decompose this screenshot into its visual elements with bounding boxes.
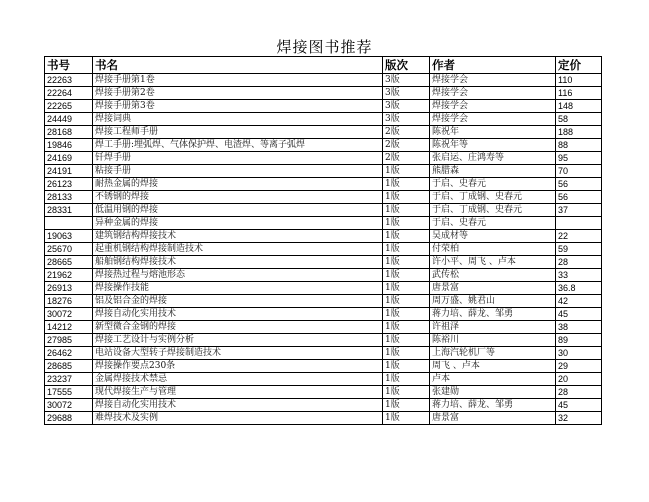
page-title: 焊接图书推荐 xyxy=(276,38,373,56)
book-title-cell: 焊接手册第1卷 xyxy=(93,74,383,87)
edition-cell: 1版 xyxy=(383,269,430,282)
price-cell: 37 xyxy=(556,204,602,217)
price-cell: 28 xyxy=(556,256,602,269)
author-cell: 蒋力培、薛龙、邹勇 xyxy=(430,399,556,412)
book-number-cell: 21962 xyxy=(45,269,93,282)
book-number-cell: 26462 xyxy=(45,347,93,360)
edition-cell: 1版 xyxy=(383,308,430,321)
table-row xyxy=(45,217,602,230)
book-title-cell: 焊接手册第2卷 xyxy=(93,87,383,100)
author-cell: 武传松 xyxy=(430,269,556,282)
edition-cell: 1版 xyxy=(383,295,430,308)
edition-cell: 3版 xyxy=(383,113,430,126)
price-cell: 88 xyxy=(556,139,602,152)
book-title-cell: 焊接自动化实用技术 xyxy=(93,399,383,412)
book-table xyxy=(44,56,602,425)
header-edition: 版次 xyxy=(383,57,430,74)
book-number-cell: 28168 xyxy=(45,126,93,139)
edition-cell: 1版 xyxy=(383,191,430,204)
book-title-cell: 电站设备大型转子焊接制造技术 xyxy=(93,347,383,360)
edition-cell: 1版 xyxy=(383,399,430,412)
book-title-cell: 焊接工程师手册 xyxy=(93,126,383,139)
edition-cell: 3版 xyxy=(383,100,430,113)
book-number-cell: 22264 xyxy=(45,87,93,100)
table-row xyxy=(45,269,602,282)
author-cell: 焊接学会 xyxy=(430,74,556,87)
book-number-cell: 28133 xyxy=(45,191,93,204)
book-title-cell: 耐热金属的焊接 xyxy=(93,178,383,191)
author-cell: 于启、史春元 xyxy=(430,178,556,191)
table-row xyxy=(45,230,602,243)
price-cell: 22 xyxy=(556,230,602,243)
author-cell: 张启运、庄鸿寿等 xyxy=(430,152,556,165)
table-row xyxy=(45,360,602,373)
table-row xyxy=(45,126,602,139)
book-number-cell: 29688 xyxy=(45,412,93,425)
book-number-cell: 22263 xyxy=(45,74,93,87)
book-title-cell: 焊接热过程与熔池形态 xyxy=(93,269,383,282)
edition-cell: 1版 xyxy=(383,204,430,217)
book-number-cell: 19063 xyxy=(45,230,93,243)
edition-cell: 1版 xyxy=(383,178,430,191)
book-number-cell: 28331 xyxy=(45,204,93,217)
edition-cell: 1版 xyxy=(383,334,430,347)
table-row xyxy=(45,74,602,87)
table-row xyxy=(45,152,602,165)
price-cell: 70 xyxy=(556,165,602,178)
book-number-cell: 17555 xyxy=(45,386,93,399)
price-cell: 30 xyxy=(556,347,602,360)
book-title-cell: 焊接自动化实用技术 xyxy=(93,308,383,321)
price-cell: 45 xyxy=(556,399,602,412)
author-cell: 吴成材等 xyxy=(430,230,556,243)
price-cell: 33 xyxy=(556,269,602,282)
book-title-cell: 不锈钢的焊接 xyxy=(93,191,383,204)
author-cell: 于启、史春元 xyxy=(430,217,556,230)
book-number-cell xyxy=(45,217,93,230)
edition-cell: 1版 xyxy=(383,217,430,230)
author-cell: 许祖泽 xyxy=(430,321,556,334)
book-title-cell: 现代焊接生产与管理 xyxy=(93,386,383,399)
edition-cell: 1版 xyxy=(383,347,430,360)
edition-cell: 1版 xyxy=(383,386,430,399)
table-row xyxy=(45,113,602,126)
book-number-cell: 24191 xyxy=(45,165,93,178)
price-cell: 110 xyxy=(556,74,602,87)
table-row xyxy=(45,256,602,269)
author-cell: 焊接学会 xyxy=(430,87,556,100)
author-cell: 于启、丁成钢、史春元 xyxy=(430,191,556,204)
table-row xyxy=(45,373,602,386)
table-row xyxy=(45,386,602,399)
table-row xyxy=(45,412,602,425)
edition-cell: 2版 xyxy=(383,126,430,139)
book-number-cell: 14212 xyxy=(45,321,93,334)
table-header-row xyxy=(45,57,602,74)
author-cell: 周万盛、姚君山 xyxy=(430,295,556,308)
book-number-cell: 30072 xyxy=(45,308,93,321)
book-title-cell: 焊接操作要点230条 xyxy=(93,360,383,373)
author-cell: 周飞 、卢本 xyxy=(430,360,556,373)
book-title-cell: 焊接手册第3卷 xyxy=(93,100,383,113)
book-title-cell: 异种金属的焊接 xyxy=(93,217,383,230)
table-row xyxy=(45,87,602,100)
table-row xyxy=(45,399,602,412)
book-title-cell: 新型微合金钢的焊接 xyxy=(93,321,383,334)
price-cell: 89 xyxy=(556,334,602,347)
edition-cell: 2版 xyxy=(383,139,430,152)
table-row xyxy=(45,139,602,152)
book-number-cell: 24169 xyxy=(45,152,93,165)
price-cell: 32 xyxy=(556,412,602,425)
book-title-cell: 焊接操作技能 xyxy=(93,282,383,295)
author-cell: 卢本 xyxy=(430,373,556,386)
book-number-cell: 18276 xyxy=(45,295,93,308)
price-cell: 56 xyxy=(556,191,602,204)
book-title-cell: 焊接工艺设计与实例分析 xyxy=(93,334,383,347)
edition-cell: 1版 xyxy=(383,256,430,269)
price-cell: 116 xyxy=(556,87,602,100)
price-cell: 56 xyxy=(556,178,602,191)
edition-cell: 1版 xyxy=(383,321,430,334)
table-row xyxy=(45,178,602,191)
book-number-cell: 23237 xyxy=(45,373,93,386)
price-cell: 42 xyxy=(556,295,602,308)
author-cell: 上海汽轮机厂等 xyxy=(430,347,556,360)
edition-cell: 3版 xyxy=(383,74,430,87)
table-row xyxy=(45,295,602,308)
edition-cell: 1版 xyxy=(383,412,430,425)
table-row xyxy=(45,347,602,360)
book-title-cell: 铝及铝合金的焊接 xyxy=(93,295,383,308)
edition-cell: 1版 xyxy=(383,282,430,295)
table-row xyxy=(45,243,602,256)
table-row xyxy=(45,100,602,113)
author-cell: 焊接学会 xyxy=(430,113,556,126)
table-row xyxy=(45,191,602,204)
book-number-cell: 24449 xyxy=(45,113,93,126)
price-cell: 45 xyxy=(556,308,602,321)
edition-cell: 1版 xyxy=(383,230,430,243)
table-row xyxy=(45,321,602,334)
author-cell: 蒋力培、薛龙、邹勇 xyxy=(430,308,556,321)
book-title-cell: 建筑钢结构焊接技术 xyxy=(93,230,383,243)
edition-cell: 1版 xyxy=(383,373,430,386)
book-number-cell: 28685 xyxy=(45,360,93,373)
price-cell: 58 xyxy=(556,113,602,126)
book-number-cell: 25670 xyxy=(45,243,93,256)
price-cell: 38 xyxy=(556,321,602,334)
edition-cell: 1版 xyxy=(383,360,430,373)
book-number-cell: 28665 xyxy=(45,256,93,269)
edition-cell: 1版 xyxy=(383,243,430,256)
table-row xyxy=(45,165,602,178)
author-cell: 焊接学会 xyxy=(430,100,556,113)
book-title-cell: 低温用钢的焊接 xyxy=(93,204,383,217)
edition-cell: 2版 xyxy=(383,152,430,165)
table-row xyxy=(45,282,602,295)
table-row xyxy=(45,334,602,347)
price-cell: 59 xyxy=(556,243,602,256)
price-cell: 20 xyxy=(556,373,602,386)
book-title-cell: 起重机钢结构焊接制造技术 xyxy=(93,243,383,256)
book-title-cell: 难焊技术及实例 xyxy=(93,412,383,425)
author-cell: 唐景富 xyxy=(430,282,556,295)
author-cell: 陈祝年 xyxy=(430,126,556,139)
book-title-cell: 钎焊手册 xyxy=(93,152,383,165)
header-book-number: 书号 xyxy=(45,57,93,74)
price-cell: 148 xyxy=(556,100,602,113)
book-number-cell: 26913 xyxy=(45,282,93,295)
header-price: 定价 xyxy=(556,57,602,74)
table-row xyxy=(45,204,602,217)
book-number-cell: 26123 xyxy=(45,178,93,191)
author-cell: 熊腊森 xyxy=(430,165,556,178)
author-cell: 陈祝年等 xyxy=(430,139,556,152)
book-title-cell: 焊接词典 xyxy=(93,113,383,126)
price-cell: 29 xyxy=(556,360,602,373)
book-title-cell: 船舶钢结构焊接技术 xyxy=(93,256,383,269)
header-author: 作者 xyxy=(430,57,556,74)
price-cell: 36.8 xyxy=(556,282,602,295)
book-title-cell: 焊工手册:埋弧焊、气体保护焊、电渣焊、等离子弧焊 xyxy=(93,139,383,152)
book-title-cell: 金属焊接技术禁忌 xyxy=(93,373,383,386)
author-cell: 付荣柏 xyxy=(430,243,556,256)
book-title-cell: 粘接手册 xyxy=(93,165,383,178)
price-cell: 28 xyxy=(556,386,602,399)
book-number-cell: 27985 xyxy=(45,334,93,347)
book-number-cell: 19846 xyxy=(45,139,93,152)
author-cell: 许小平、周飞 、卢本 xyxy=(430,256,556,269)
author-cell: 于启、丁成钢、史春元 xyxy=(430,204,556,217)
price-cell xyxy=(556,217,602,230)
header-book-title: 书名 xyxy=(93,57,383,74)
book-number-cell: 30072 xyxy=(45,399,93,412)
author-cell: 唐景富 xyxy=(430,412,556,425)
price-cell: 95 xyxy=(556,152,602,165)
book-number-cell: 22265 xyxy=(45,100,93,113)
author-cell: 张建勋 xyxy=(430,386,556,399)
table-body xyxy=(45,74,602,425)
table-row xyxy=(45,308,602,321)
edition-cell: 1版 xyxy=(383,165,430,178)
edition-cell: 3版 xyxy=(383,87,430,100)
price-cell: 188 xyxy=(556,126,602,139)
author-cell: 陈裕川 xyxy=(430,334,556,347)
